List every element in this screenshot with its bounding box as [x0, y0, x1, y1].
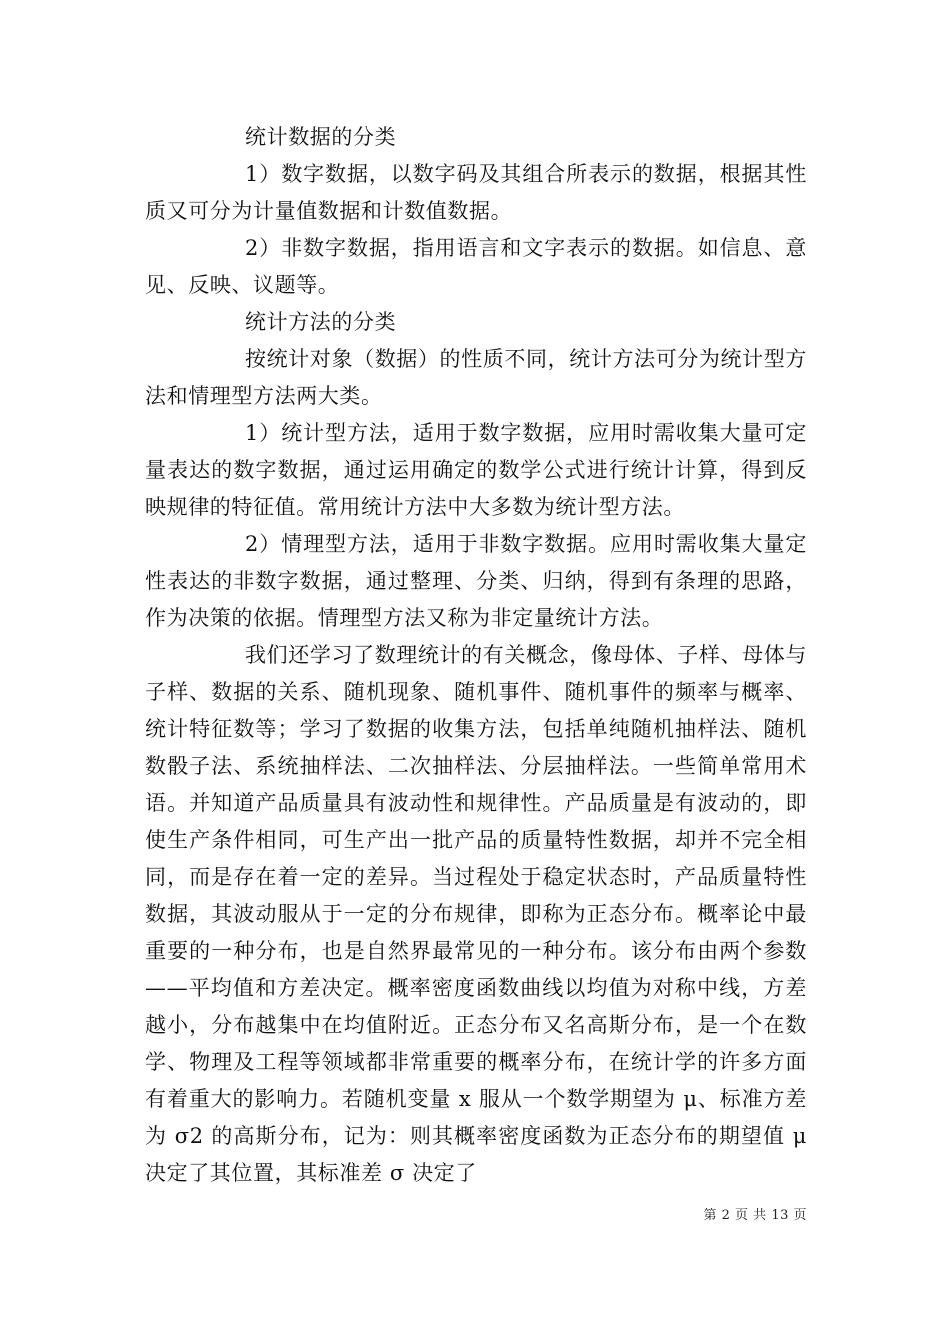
paragraph-non-numeric-data: 2）非数字数据，指用语言和文字表示的数据。如信息、意见、反映、议题等。: [145, 236, 807, 297]
paragraph-concepts-summary: 我们还学习了数理统计的有关概念，像母体、子样、母体与子样、数据的关系、随机现象、随机事件、随机事件的频率与概率、统计特征数等；学习了数据的收集方法，包括单纯随机抽样法、随机数骰子法、系统抽样法、二次抽样法、分层抽样法。一些简单常用术语。并知道产品质量具有波动性和规律性。产品质量是有波动的，即使生产条件相同，可生产出一批产品的质量特性数据，却并不完全相同，而是存在着一定的差异。当过程处于稳定状态时，产品质量特性数据，其波动服从于一定的分布规律，即称为正态分布。概率论中最重要的一种分布，也是自然界最常见的一种分布。该分布由两个参数——平均值和方差决定。概率密度函数曲线以均值为对称中线，方差越小，分布越集中在均值附近。正态分布又名高斯分布，是一个在数学、物理及工程等领域都非常重要的概率分布，在统计学的许多方面有着重大的影响力。若随机变量 x 服从一个数学期望为 μ、标准方差为 σ2 的高斯分布，记为：则其概率密度函数为正态分布的期望值 μ 决定了其位置，其标准差 σ 决定了: [145, 643, 807, 1185]
paragraph-qualitative-method: 2）情理型方法，适用于非数字数据。应用时需收集大量定性表达的非数字数据，通过整理、分类、归纳，得到有条理的思路，作为决策的依据。情理型方法又称为非定量统计方法。: [145, 532, 807, 630]
section-heading-method-classification: 统计方法的分类: [245, 310, 397, 334]
paragraph-method-intro: 按统计对象（数据）的性质不同，统计方法可分为统计型方法和情理型方法两大类。: [145, 347, 807, 408]
document-body: [145, 119, 807, 1192]
paragraph-statistical-method: 1）统计型方法，适用于数字数据，应用时需收集大量可定量表达的数字数据，通过运用确定的数学公式进行统计计算，得到反映规律的特征值。常用统计方法中大多数为统计型方法。: [145, 421, 807, 519]
section-heading-data-classification: 统计数据的分类: [245, 125, 397, 149]
paragraph-numeric-data: 1）数字数据，以数字码及其组合所表示的数据，根据其性质又可分为计量值数据和计数值数据。: [145, 162, 807, 223]
page-number: 第 2 页 共 13 页: [703, 1208, 807, 1223]
